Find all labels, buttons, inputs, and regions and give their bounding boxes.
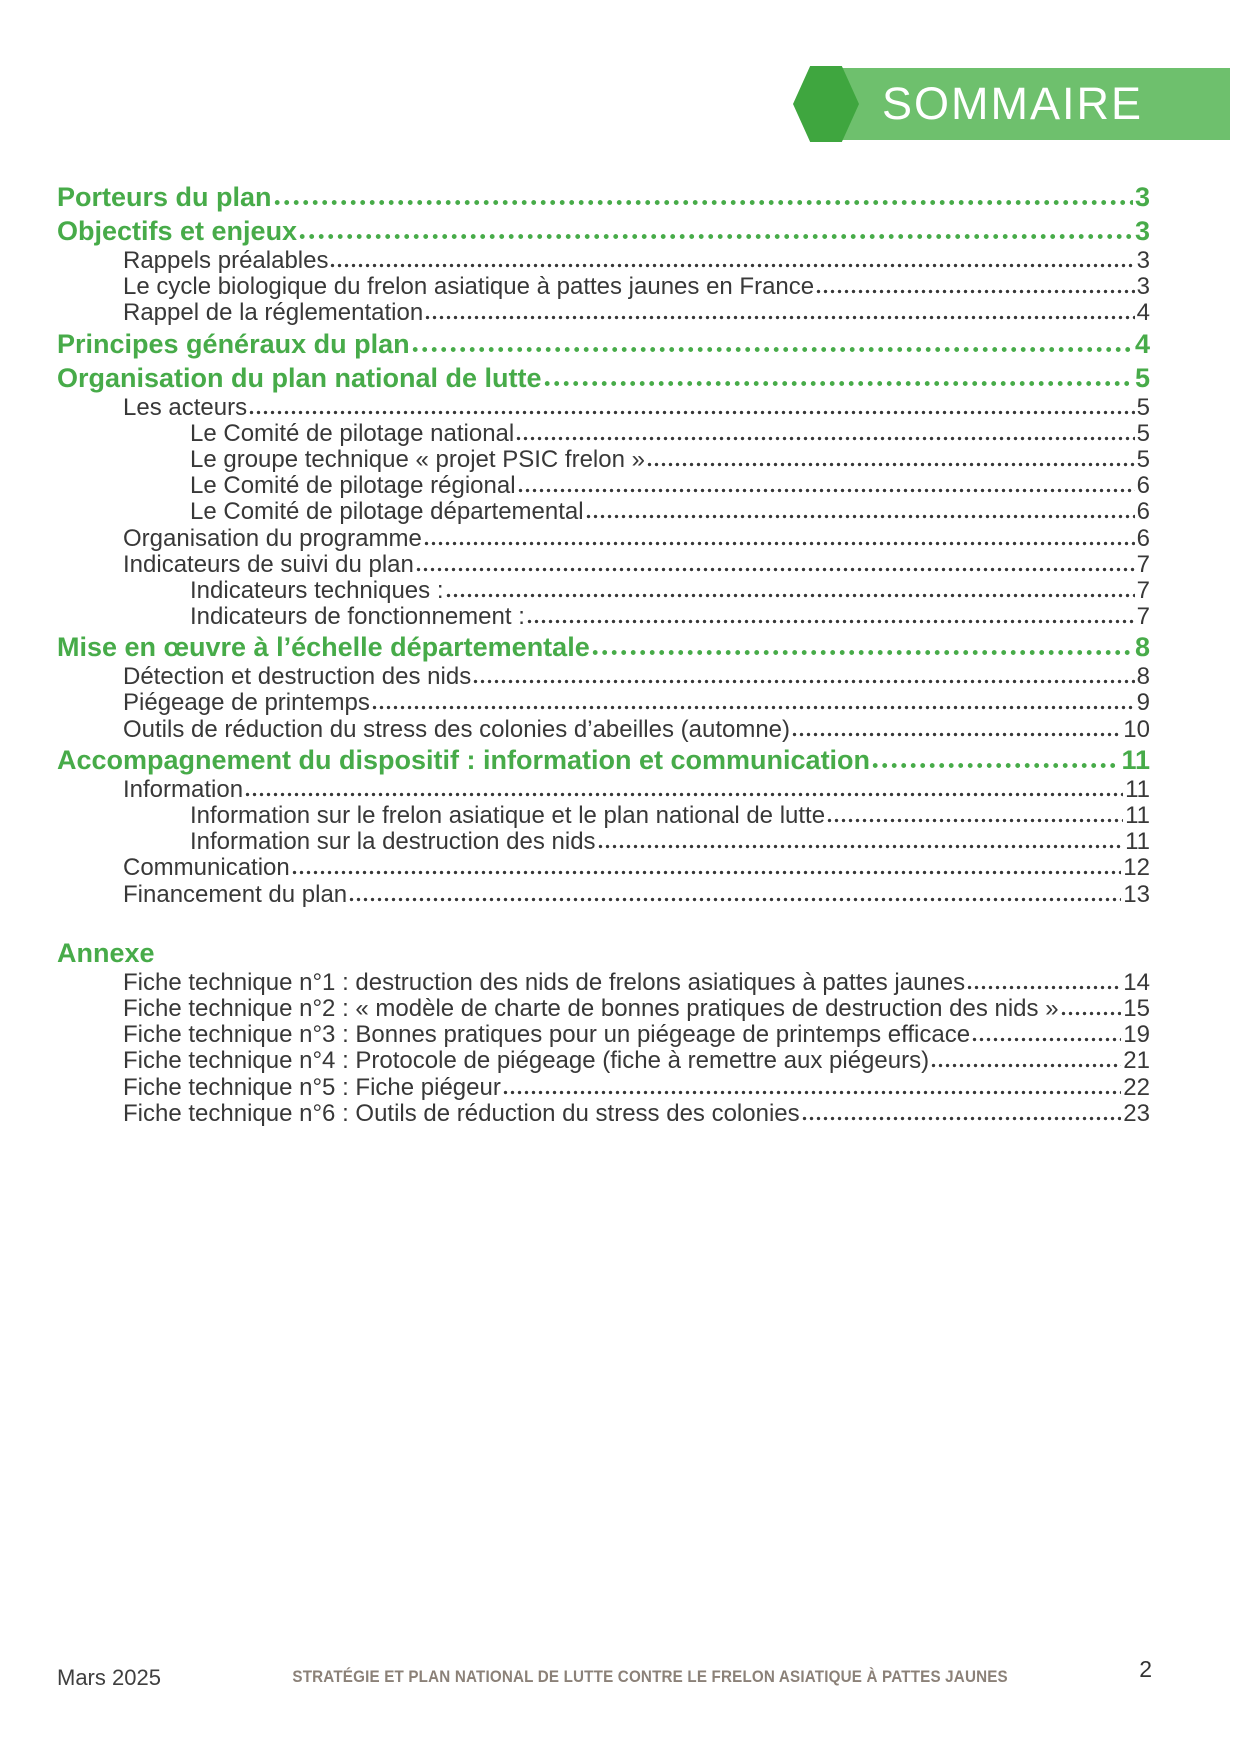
toc-dot-leader <box>647 462 1135 467</box>
toc-dot-leader <box>424 541 1135 546</box>
toc-entry[interactable] <box>57 1048 1150 1074</box>
toc-dot-leader <box>967 985 1121 990</box>
toc-entry-label: Le groupe technique « projet PSIC frelon » <box>190 445 645 473</box>
toc-entry[interactable] <box>57 447 1150 473</box>
toc-entry[interactable] <box>57 473 1150 499</box>
toc-dot-leader <box>473 679 1134 684</box>
toc-entry[interactable] <box>57 777 1150 803</box>
toc-entry[interactable] <box>57 717 1150 743</box>
toc-dot-leader <box>516 436 1134 441</box>
toc-page-number: 6 <box>1136 472 1150 500</box>
toc-entry-label: Le Comité de pilotage national <box>190 419 515 447</box>
toc-entry[interactable] <box>57 421 1150 447</box>
toc-page-number: 12 <box>1123 854 1150 882</box>
toc-dot-leader <box>1061 1011 1122 1016</box>
toc-dot-leader <box>802 1116 1122 1121</box>
toc-entry[interactable] <box>57 1022 1150 1048</box>
toc-dot-leader <box>931 1063 1121 1068</box>
toc-dot-leader <box>827 818 1123 823</box>
toc-entry-label: Porteurs du plan <box>57 182 272 212</box>
toc-entry[interactable] <box>57 996 1150 1022</box>
annexe-heading: Annexe <box>57 937 155 968</box>
toc-page-number: 10 <box>1123 715 1150 743</box>
toc-entry[interactable] <box>57 970 1150 996</box>
toc-page-number: 15 <box>1123 994 1150 1022</box>
toc-page-number: 11 <box>1125 775 1150 803</box>
toc-list <box>57 180 1150 908</box>
toc-entry-label: Fiche technique n°2 : « modèle de charte de bonnes pratiques de destruction des nids » <box>123 994 1059 1022</box>
toc-entry-label: Principes généraux du plan <box>57 328 410 359</box>
toc-page-number: 5 <box>1134 362 1150 393</box>
toc-entry-label: Outils de réduction du stress des colonies d’abeilles (automne) <box>123 715 791 743</box>
toc-entry[interactable] <box>57 1101 1150 1127</box>
toc-entry-label: Financement du plan <box>123 880 348 908</box>
banner-title: SOMMAIRE <box>882 78 1144 129</box>
toc-page-number: 8 <box>1136 663 1150 691</box>
toc-entry-label: Le cycle biologique du frelon asiatique à pattes jaunes en France <box>123 273 815 301</box>
toc-dot-leader <box>503 1090 1121 1095</box>
toc-entry-label: Fiche technique n°5 : Fiche piégeur <box>123 1073 501 1101</box>
toc-dot-leader <box>425 315 1134 320</box>
toc-dot-leader <box>872 762 1119 769</box>
toc-entry-label: Rappel de la réglementation <box>123 299 424 327</box>
toc-entry-label: Fiche technique n°6 : Outils de réduction du stress des colonies <box>123 1099 800 1127</box>
toc-entry-label: Fiche technique n°3 : Bonnes pratiques pour un piégeage de printemps efficace <box>123 1021 971 1049</box>
toc-entry[interactable] <box>57 395 1150 421</box>
toc-entry[interactable] <box>57 803 1150 829</box>
toc-entry-label: Information <box>123 775 244 803</box>
toc-entry-label: Rappels préalables <box>123 247 329 274</box>
toc-dot-leader <box>972 1037 1121 1042</box>
toc-entry[interactable] <box>57 300 1150 326</box>
toc-entry-label: Détection et destruction des nids <box>123 663 472 691</box>
toc-page-number: 7 <box>1136 603 1150 631</box>
toc-page-number: 3 <box>1136 273 1150 301</box>
toc-dot-leader <box>372 705 1135 710</box>
toc-page-number: 3 <box>1134 216 1150 246</box>
toc-page-number: 4 <box>1136 299 1150 327</box>
toc-entry-label: Organisation du plan national de lutte <box>57 362 542 393</box>
toc-entry-label: Accompagnement du dispositif : information et communication <box>57 744 871 775</box>
toc-entry[interactable] <box>57 882 1150 908</box>
toc-page-number: 14 <box>1123 968 1150 996</box>
hexagon-icon <box>793 66 859 142</box>
annexe-list <box>57 970 1150 1127</box>
toc-entry[interactable] <box>57 743 1150 777</box>
toc-entry[interactable] <box>57 829 1150 855</box>
toc-entry-label: Indicateurs techniques : <box>190 576 444 604</box>
toc-entry-label: Indicateurs de suivi du plan <box>123 550 414 578</box>
footer-date: Mars 2025 <box>57 1664 161 1690</box>
toc-entry-label: Indicateurs de fonctionnement : <box>190 603 525 631</box>
toc-entry[interactable] <box>57 361 1150 395</box>
toc-entry-label: Mise en œuvre à l’échelle départementale <box>57 632 590 663</box>
footer-page-number: 2 <box>1139 1656 1152 1682</box>
toc-dot-leader <box>598 844 1124 849</box>
toc-entry[interactable] <box>57 327 1150 361</box>
toc-dot-leader <box>792 732 1121 737</box>
toc-entry-label: Le Comité de pilotage régional <box>190 472 516 500</box>
toc-dot-leader <box>816 289 1135 294</box>
toc-entry[interactable] <box>57 630 1150 664</box>
toc-dot-leader <box>586 514 1135 519</box>
toc-entry[interactable] <box>57 180 1150 214</box>
toc-dot-leader <box>292 870 1122 875</box>
toc-dot-leader <box>249 410 1135 415</box>
toc-dot-leader <box>412 346 1133 353</box>
toc-page-number: 11 <box>1125 802 1150 829</box>
toc-entry[interactable] <box>57 274 1150 300</box>
toc-page-number: 7 <box>1136 550 1150 578</box>
toc-page-number: 22 <box>1123 1073 1150 1101</box>
toc-entry-label: Piégeage de printemps <box>123 689 370 717</box>
toc-page-number: 4 <box>1134 328 1150 359</box>
toc-page-number: 21 <box>1123 1047 1150 1075</box>
toc-page-number: 11 <box>1121 744 1150 775</box>
toc-dot-leader <box>245 792 1123 797</box>
toc-entry[interactable] <box>57 578 1150 604</box>
toc-page-number: 9 <box>1136 689 1150 717</box>
toc-dot-leader <box>544 380 1133 387</box>
toc-dot-leader <box>592 649 1133 656</box>
toc-entry-label: Les acteurs <box>123 393 248 421</box>
toc-page-number: 3 <box>1136 247 1150 274</box>
toc-page-number: 6 <box>1136 498 1150 526</box>
toc-page-number: 5 <box>1136 393 1150 421</box>
toc-page-number: 8 <box>1134 632 1150 663</box>
toc-page-number: 6 <box>1136 524 1150 552</box>
toc-entry-label: Fiche technique n°4 : Protocole de piégeage (fiche à remettre aux piégeurs) <box>123 1047 930 1075</box>
toc-entry[interactable] <box>57 604 1150 630</box>
toc-entry-label: Fiche technique n°1 : destruction des nids de frelons asiatiques à pattes jaunes <box>123 968 966 996</box>
toc-entry[interactable] <box>57 855 1150 881</box>
toc-entry[interactable] <box>57 552 1150 578</box>
footer-document-title: STRATÉGIE ET PLAN NATIONAL DE LUTTE CONTRE LE FRELON ASIATIQUE À PATTES JAUNES <box>292 1668 1008 1686</box>
page-footer <box>57 1656 1152 1691</box>
toc-dot-leader <box>274 199 1133 206</box>
toc-page-number: 3 <box>1134 182 1150 212</box>
toc-page-number: 7 <box>1136 576 1150 604</box>
toc-page-number: 5 <box>1136 419 1150 447</box>
sommaire-banner <box>810 68 1230 140</box>
toc-dot-leader <box>349 897 1121 902</box>
toc-entry[interactable] <box>57 526 1150 552</box>
toc-entry-label: Information sur la destruction des nids <box>190 828 596 856</box>
toc-page-number: 11 <box>1125 828 1150 856</box>
toc-dot-leader <box>527 619 1135 624</box>
toc-entry-label: Objectifs et enjeux <box>57 216 298 246</box>
toc-entry-label: Information sur le frelon asiatique et le plan national de lutte <box>190 802 826 829</box>
toc-page-number: 5 <box>1136 445 1150 473</box>
table-of-contents <box>57 180 1150 1127</box>
toc-page-number: 19 <box>1123 1021 1150 1049</box>
toc-entry[interactable] <box>57 664 1150 690</box>
toc-entry[interactable] <box>57 248 1150 274</box>
toc-entry[interactable] <box>57 1075 1150 1101</box>
toc-page-number: 13 <box>1123 880 1150 908</box>
toc-dot-leader <box>299 233 1133 240</box>
toc-entry-label: Organisation du programme <box>123 524 422 552</box>
toc-entry[interactable] <box>57 499 1150 525</box>
toc-page-number: 23 <box>1123 1099 1150 1127</box>
toc-entry[interactable] <box>57 690 1150 716</box>
toc-entry-label: Communication <box>123 854 290 882</box>
toc-entry-label: Le Comité de pilotage départemental <box>190 498 584 526</box>
toc-dot-leader <box>518 488 1135 493</box>
toc-dot-leader <box>416 567 1135 572</box>
toc-dot-leader <box>330 263 1134 268</box>
toc-dot-leader <box>446 593 1135 598</box>
toc-entry[interactable] <box>57 214 1150 248</box>
